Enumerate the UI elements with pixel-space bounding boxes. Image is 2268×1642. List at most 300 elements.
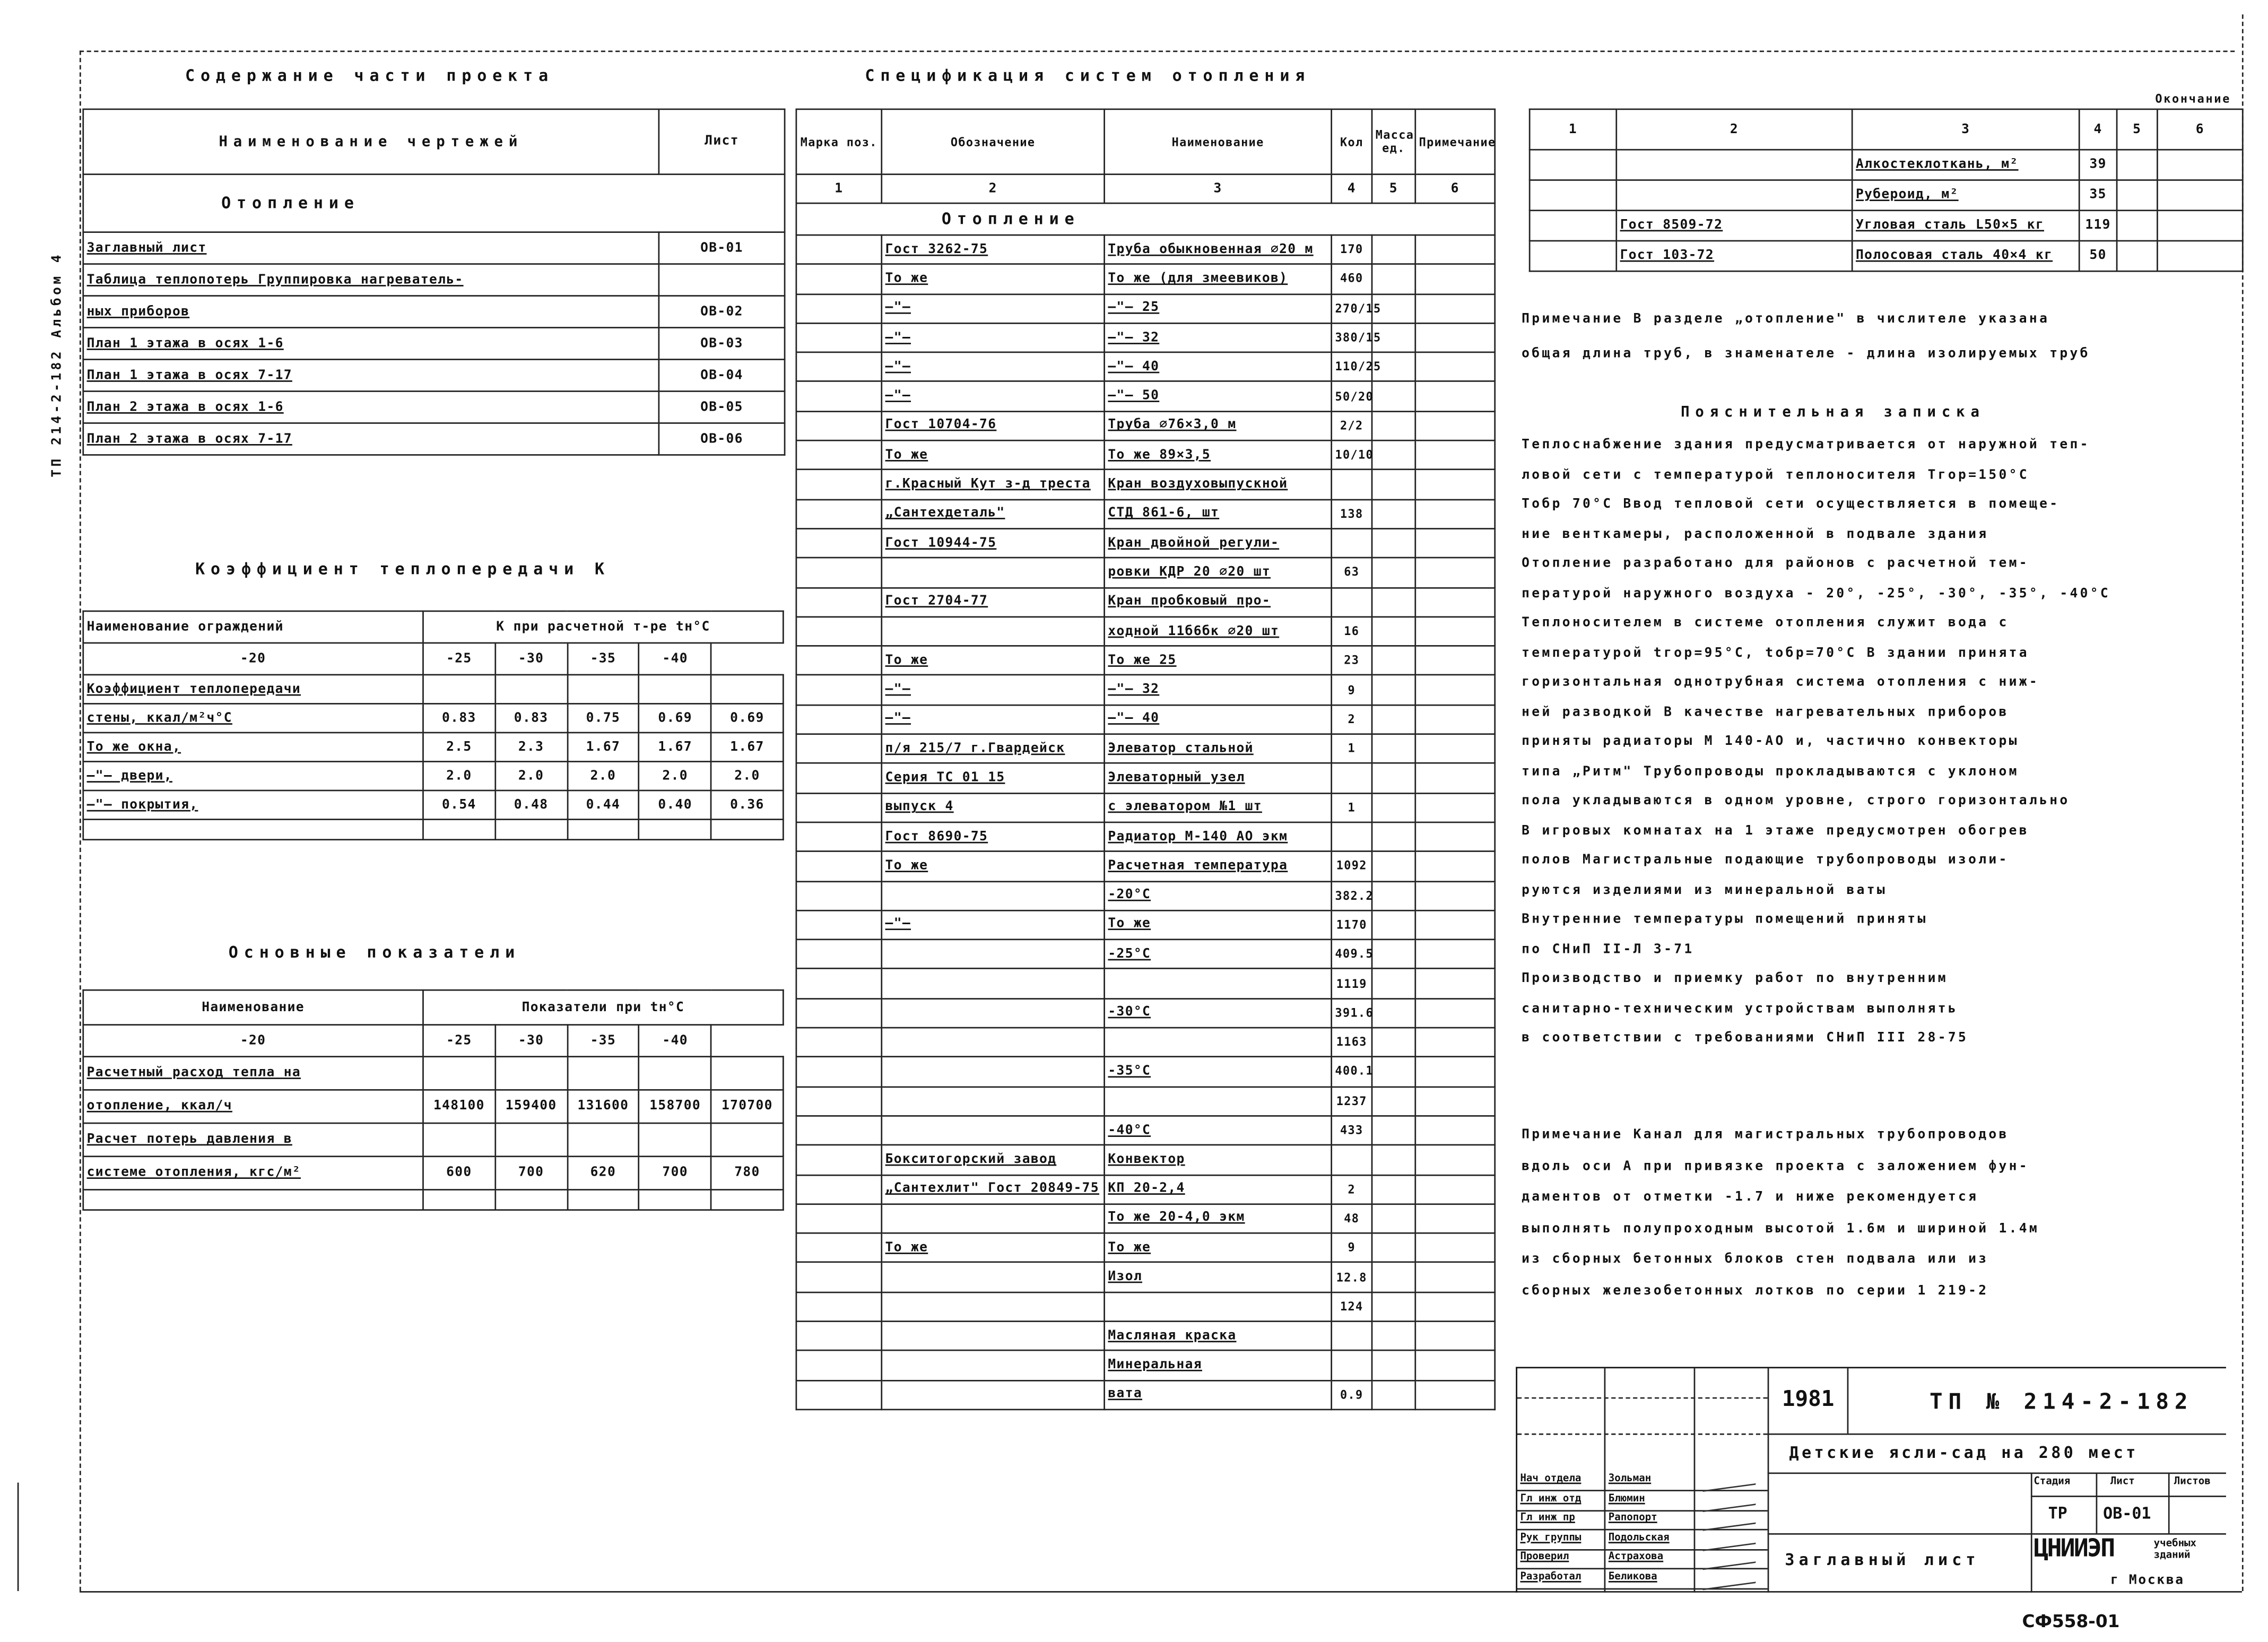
- handwritten-signature-icon: [1703, 1569, 1759, 1589]
- col-number: 5: [1372, 175, 1415, 204]
- quantity: 110/25: [1332, 352, 1372, 381]
- contents-table: [82, 108, 785, 455]
- cell-value: 2.3: [495, 733, 567, 762]
- item-name: Кран воздуховыпускной: [1105, 470, 1332, 499]
- signature-name: Блюмин: [1608, 1492, 1645, 1504]
- signature-divider: [1517, 1549, 1768, 1550]
- designation: [882, 616, 1105, 646]
- remark: [1415, 411, 1495, 440]
- spec-title: Спецификация систем отопления: [865, 66, 1311, 85]
- quantity: 1237: [1332, 1087, 1372, 1116]
- project-name: Детские ясли-сад на 280 мест: [1789, 1443, 2139, 1463]
- designation: [882, 1087, 1105, 1116]
- quantity: [1332, 470, 1372, 499]
- remark: [1415, 558, 1495, 587]
- pos: [796, 1204, 882, 1233]
- item-name: То же 89×3,5: [1105, 440, 1332, 470]
- designation: [882, 1263, 1105, 1292]
- signature-name: Рапопорт: [1608, 1511, 1657, 1523]
- cell-value: 700: [495, 1157, 567, 1190]
- item-name: Минеральная: [1105, 1351, 1332, 1380]
- designation: —"—: [882, 675, 1105, 705]
- item-name: Конвектор: [1105, 1145, 1332, 1174]
- coef-table: [82, 611, 784, 840]
- table-row: [83, 296, 785, 328]
- quantity: 50: [2079, 241, 2117, 271]
- item-name: —"— 40: [1105, 705, 1332, 734]
- signature-divider: [1517, 1509, 1768, 1511]
- item-name: —"— 32: [1105, 323, 1332, 352]
- table-row: [796, 175, 1495, 204]
- table-row: [1530, 109, 2243, 150]
- designation: То же: [882, 852, 1105, 881]
- pos: [1530, 150, 1617, 180]
- cell-value: 0.36: [711, 790, 784, 820]
- item-name: [1105, 969, 1332, 998]
- empty-cell: [83, 820, 423, 840]
- section-heating: Отопление: [83, 175, 785, 232]
- signature-role: Нач отдела: [1520, 1472, 1581, 1484]
- quantity: [1332, 587, 1372, 616]
- cell-value: 0.75: [567, 703, 639, 733]
- paragraph-line: пературой наружного воздуха - 20°, -25°, -30°, -35°, -40°С: [1522, 586, 2111, 601]
- mass: [2117, 211, 2157, 241]
- designation: То же: [882, 264, 1105, 293]
- note-line: даментов от отметки -1.7 и ниже рекомендуется: [1522, 1190, 1979, 1205]
- table-row: [796, 1233, 1495, 1263]
- pos: [796, 881, 882, 910]
- handwritten-signature-icon: [1703, 1531, 1759, 1551]
- pos: [796, 264, 882, 293]
- mass: [1372, 1292, 1415, 1321]
- sheet-label: Лист: [2110, 1475, 2135, 1487]
- remark: [1415, 294, 1495, 323]
- mass: [1372, 881, 1415, 910]
- cell-value: 2.5: [423, 733, 495, 762]
- quantity: 270/15: [1332, 294, 1372, 323]
- quantity: [1332, 1145, 1372, 1174]
- pos: [796, 1233, 882, 1263]
- item-name: То же: [1105, 910, 1332, 940]
- contents-title: Содержание части проекта: [185, 66, 554, 85]
- table-row: [796, 793, 1495, 822]
- mass: [1372, 852, 1415, 881]
- col-number: 3: [1105, 175, 1332, 204]
- pos: [796, 675, 882, 705]
- designation: Гост 8509-72: [1617, 211, 1852, 241]
- cell-value: [711, 675, 784, 704]
- col-header-group: К при расчетной т-ре tн°С: [423, 611, 783, 643]
- signature-divider: [1517, 1490, 1768, 1491]
- designation: [882, 940, 1105, 969]
- spec-section: Отопление: [796, 203, 1495, 235]
- spec-header: Примечание: [1415, 109, 1495, 175]
- designation: [882, 1057, 1105, 1086]
- spec-header: Марка поз.: [796, 109, 882, 175]
- pos: [796, 852, 882, 881]
- explanatory-title: Пояснительная записка: [1681, 405, 1985, 421]
- paragraph-line: пола укладываются в одном уровне, строго горизонтально: [1522, 794, 2070, 809]
- cell-value: [639, 675, 711, 704]
- table-row: [83, 360, 785, 392]
- stage-label: Стадия: [2034, 1475, 2071, 1487]
- quantity: 2/2: [1332, 411, 1372, 440]
- drawing-name: ных приборов: [83, 296, 659, 328]
- mass: [1372, 411, 1415, 440]
- quantity: 391.6: [1332, 998, 1372, 1028]
- table-row: [796, 1175, 1495, 1204]
- row-label: отопление, ккал/ч: [83, 1090, 423, 1123]
- cell-value: 600: [423, 1157, 495, 1190]
- mass: [1372, 587, 1415, 616]
- mass: [1372, 1028, 1415, 1057]
- quantity: 124: [1332, 1292, 1372, 1321]
- table-row: [83, 790, 784, 820]
- table-row: [1530, 241, 2243, 271]
- designation: [882, 1322, 1105, 1351]
- temp-header: -30: [495, 643, 567, 675]
- designation: г.Красный Кут з-д треста: [882, 470, 1105, 499]
- remark: [1415, 616, 1495, 646]
- table-row: [796, 940, 1495, 969]
- remark: [1415, 470, 1495, 499]
- mass: [1372, 910, 1415, 940]
- col-header-group: Показатели при tн°С: [423, 990, 783, 1024]
- pos: [796, 998, 882, 1028]
- remark: [1415, 323, 1495, 352]
- sheet-code: СФ558-01: [2022, 1611, 2120, 1632]
- mass: [1372, 440, 1415, 470]
- remark: [2157, 241, 2243, 271]
- remark: [1415, 1087, 1495, 1116]
- designation: Гост 3262-75: [882, 235, 1105, 264]
- item-name: СТД 861-6, шт: [1105, 499, 1332, 528]
- remark: [1415, 1292, 1495, 1321]
- cell-value: 0.40: [639, 790, 711, 820]
- item-name: Радиатор М-140 АО экм: [1105, 822, 1332, 852]
- table-row: [1530, 180, 2243, 210]
- drawing-name: Таблица теплопотерь Группировка нагреватель-: [83, 264, 659, 296]
- designation: [882, 1116, 1105, 1145]
- mass: [1372, 1351, 1415, 1380]
- col-header-name: Наименование чертежей: [83, 109, 659, 175]
- empty-cell: [639, 1189, 711, 1210]
- paragraph-line: Производство и приемку работ по внутренним: [1522, 972, 1948, 987]
- paragraph-line: Внутренние температуры помещений приняты: [1522, 913, 1928, 927]
- cell-value: [567, 1123, 639, 1157]
- mass: [1372, 763, 1415, 793]
- item-name: КП 20-2,4: [1105, 1175, 1332, 1204]
- designation: выпуск 4: [882, 793, 1105, 822]
- item-name: [1105, 1028, 1332, 1057]
- table-row: [796, 763, 1495, 793]
- quantity: 50/20: [1332, 382, 1372, 411]
- cell-value: [423, 1123, 495, 1157]
- mass: [1372, 1057, 1415, 1086]
- table-row: [796, 1322, 1495, 1351]
- remark: [1415, 1145, 1495, 1174]
- cell-value: 170700: [711, 1090, 784, 1123]
- designation: „Сантехлит" Гост 20849-75: [882, 1175, 1105, 1204]
- table-row: [796, 264, 1495, 293]
- quantity: 138: [1332, 499, 1372, 528]
- row-label: Расчет потерь давления в: [83, 1123, 423, 1157]
- frame-top: [80, 50, 2235, 52]
- signature-name: Подольская: [1608, 1531, 1670, 1543]
- cell-value: 780: [711, 1157, 784, 1190]
- item-name: -25°С: [1105, 940, 1332, 969]
- temp-header: -20: [83, 1025, 423, 1057]
- table-row: [83, 423, 785, 455]
- empty-cell: [711, 820, 784, 840]
- table-row: [83, 1123, 784, 1157]
- cell-value: [711, 1123, 784, 1157]
- signature-divider: [1517, 1587, 1768, 1589]
- table-row: [83, 328, 785, 360]
- table-row: [796, 235, 1495, 264]
- quantity: 12.8: [1332, 1263, 1372, 1292]
- designation: [882, 969, 1105, 998]
- table-row: [796, 852, 1495, 881]
- mass: [1372, 1322, 1415, 1351]
- table-row: [796, 558, 1495, 587]
- remark: [2157, 150, 2243, 180]
- cell-value: 0.48: [495, 790, 567, 820]
- mass: [1372, 1204, 1415, 1233]
- col-header-name: Наименование: [83, 990, 423, 1024]
- org-logo: ЦНИИЭП: [2034, 1534, 2114, 1564]
- table-row: [796, 910, 1495, 940]
- empty-cell: [423, 1189, 495, 1210]
- frame-left: [80, 50, 81, 1591]
- drawing-name: План 2 этажа в осях 1-6: [83, 391, 659, 423]
- cell-value: [567, 1057, 639, 1090]
- empty-cell: [639, 820, 711, 840]
- table-row: [83, 264, 785, 296]
- pos: [796, 793, 882, 822]
- mass: [1372, 499, 1415, 528]
- signature-role: Гл инж пр: [1520, 1511, 1575, 1523]
- pos: [796, 822, 882, 852]
- table-row: [83, 1189, 784, 1210]
- drawing-sheet: ОВ-01: [659, 232, 785, 264]
- remark: [1415, 440, 1495, 470]
- cell-value: 0.83: [495, 703, 567, 733]
- drawing-name: План 1 этажа в осях 1-6: [83, 328, 659, 360]
- designation: Гост 10704-76: [882, 411, 1105, 440]
- quantity: 2: [1332, 705, 1372, 734]
- pos: [796, 763, 882, 793]
- org-subtitle: учебных зданий: [2153, 1537, 2197, 1561]
- designation: [1617, 180, 1852, 210]
- drawing-sheet: ОВ-06: [659, 423, 785, 455]
- remark: [1415, 352, 1495, 381]
- remark: [1415, 499, 1495, 528]
- signature-role: Разработал: [1520, 1570, 1581, 1582]
- cell-value: 0.54: [423, 790, 495, 820]
- mass: [1372, 969, 1415, 998]
- pos: [796, 411, 882, 440]
- col-number: 6: [1415, 175, 1495, 204]
- designation: —"—: [882, 910, 1105, 940]
- designation: То же: [882, 440, 1105, 470]
- quantity: 400.1: [1332, 1057, 1372, 1086]
- project-number: ТП № 214-2-182: [1930, 1388, 2194, 1415]
- pos: [796, 705, 882, 734]
- table-row: [796, 881, 1495, 910]
- designation: [882, 558, 1105, 587]
- item-name: Элеватор стальной: [1105, 734, 1332, 763]
- remark: [1415, 940, 1495, 969]
- item-name: То же 20-4,0 экм: [1105, 1204, 1332, 1233]
- signature-name: Беликова: [1608, 1570, 1657, 1582]
- remark: [1415, 1175, 1495, 1204]
- item-name: вата: [1105, 1380, 1332, 1409]
- designation: Гост 10944-75: [882, 528, 1105, 558]
- remark: [1415, 264, 1495, 293]
- item-name: То же 25: [1105, 646, 1332, 675]
- empty-cell: [495, 820, 567, 840]
- cont-label: Окончание: [2155, 92, 2231, 106]
- col-header-sheet: Лист: [659, 109, 785, 175]
- remark: [1415, 587, 1495, 616]
- cell-value: [639, 1057, 711, 1090]
- title-block: [1516, 1367, 2226, 1592]
- indicators-title: Основные показатели: [228, 943, 521, 962]
- mass: [1372, 646, 1415, 675]
- table-row: [796, 616, 1495, 646]
- stage: ТР: [2048, 1504, 2067, 1523]
- quantity: 1: [1332, 734, 1372, 763]
- drawing-sheet: ОВ-03: [659, 328, 785, 360]
- table-row: [796, 499, 1495, 528]
- quantity: 380/15: [1332, 323, 1372, 352]
- mass: [2117, 180, 2157, 210]
- table-row: [83, 820, 784, 840]
- note-line: Примечание В разделе „отопление" в числителе указана: [1522, 312, 2050, 327]
- designation: [882, 881, 1105, 910]
- row-label: То же окна,: [83, 733, 423, 762]
- table-row: [796, 675, 1495, 705]
- designation: —"—: [882, 705, 1105, 734]
- note-line: общая длина труб, в знаменателе - длина изолируемых труб: [1522, 347, 2090, 362]
- designation: —"—: [882, 352, 1105, 381]
- drawing-name: План 1 этажа в осях 7-17: [83, 360, 659, 392]
- cell-value: 700: [639, 1157, 711, 1190]
- item-name: —"— 25: [1105, 294, 1332, 323]
- pos: [796, 1292, 882, 1321]
- item-name: Труба ⌀76×3,0 м: [1105, 411, 1332, 440]
- item-name: То же (для змеевиков): [1105, 264, 1332, 293]
- empty-cell: [567, 1189, 639, 1210]
- cell-value: 1.67: [639, 733, 711, 762]
- table-row: [83, 703, 784, 733]
- mass: [1372, 528, 1415, 558]
- remark: [1415, 1233, 1495, 1263]
- temp-header: -35: [567, 643, 639, 675]
- quantity: 35: [2079, 180, 2117, 210]
- pos: [796, 382, 882, 411]
- cell-value: 158700: [639, 1090, 711, 1123]
- remark: [1415, 793, 1495, 822]
- designation: [882, 998, 1105, 1028]
- table-row: [796, 470, 1495, 499]
- cell-value: [423, 1057, 495, 1090]
- quantity: [1332, 822, 1372, 852]
- item-name: То же: [1105, 1233, 1332, 1263]
- item-name: Элеваторный узел: [1105, 763, 1332, 793]
- quantity: 170: [1332, 235, 1372, 264]
- table-row: [83, 1157, 784, 1190]
- table-row: [796, 587, 1495, 616]
- table-row: [83, 675, 784, 704]
- paragraph-line: руются изделиями из минеральной ваты: [1522, 883, 1888, 898]
- pos: [796, 910, 882, 940]
- empty-cell: [423, 820, 495, 840]
- quantity: 1092: [1332, 852, 1372, 881]
- paragraph-line: по СНиП II-Л 3-71: [1522, 942, 1695, 957]
- designation: То же: [882, 646, 1105, 675]
- mass: [1372, 1175, 1415, 1204]
- table-row: [796, 1380, 1495, 1409]
- item-name: —"— 32: [1105, 675, 1332, 705]
- remark: [1415, 382, 1495, 411]
- table-row: [83, 761, 784, 790]
- pos: [796, 1175, 882, 1204]
- remark: [1415, 235, 1495, 264]
- table-row: [796, 352, 1495, 381]
- cell-value: 2.0: [711, 761, 784, 790]
- designation: —"—: [882, 294, 1105, 323]
- paragraph-line: ней разводкой В качестве нагревательных приборов: [1522, 705, 2009, 720]
- note-line: выполнять полупроходным высотой 1.6м и шириной 1.4м: [1522, 1221, 2040, 1236]
- designation: Гост 8690-75: [882, 822, 1105, 852]
- mass: [1372, 675, 1415, 705]
- empty-cell: [495, 1189, 567, 1210]
- mass: [1372, 616, 1415, 646]
- drawing-sheet: [659, 264, 785, 296]
- mass: [1372, 1263, 1415, 1292]
- quantity: 2: [1332, 1175, 1372, 1204]
- pos: [796, 470, 882, 499]
- table-row: [796, 734, 1495, 763]
- table-row: [83, 1090, 784, 1123]
- item-name: -40°С: [1105, 1116, 1332, 1145]
- signature-name: Зольман: [1608, 1472, 1652, 1484]
- drawing-sheet: ОВ-05: [659, 391, 785, 423]
- quantity: 409.5: [1332, 940, 1372, 969]
- table-row: [796, 1351, 1495, 1380]
- remark: [1415, 1380, 1495, 1409]
- pos: [796, 1351, 882, 1380]
- designation: п/я 215/7 г.Гвардейск: [882, 734, 1105, 763]
- table-row: [796, 109, 1495, 175]
- col-number: 4: [2079, 109, 2117, 150]
- quantity: 382.2: [1332, 881, 1372, 910]
- item-name: -20°С: [1105, 881, 1332, 910]
- paragraph-line: санитарно-техническим устройствам выполнять: [1522, 1002, 1958, 1017]
- pos: [796, 1263, 882, 1292]
- pos: [796, 499, 882, 528]
- row-label: системе отопления, кгс/м²: [83, 1157, 423, 1190]
- handwritten-signature-icon: [1703, 1511, 1759, 1531]
- cell-value: [495, 1057, 567, 1090]
- pos: [1530, 211, 1617, 241]
- pos: [796, 440, 882, 470]
- table-row: [1530, 211, 2243, 241]
- table-row: [83, 1025, 784, 1057]
- mass: [1372, 705, 1415, 734]
